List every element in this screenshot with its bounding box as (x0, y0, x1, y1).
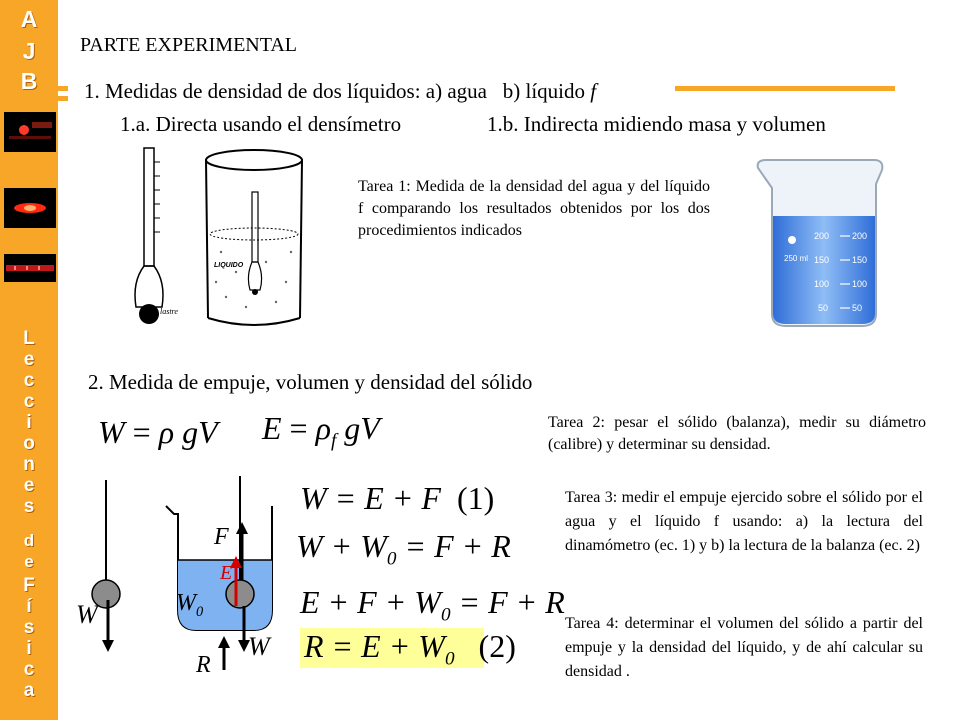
formula-buoyancy: $E = \rho_f$ gV (262, 410, 380, 452)
label-w-right: W (248, 632, 270, 661)
beaker-mark-150: 150 (852, 255, 868, 265)
label-w-left: W (76, 600, 98, 629)
label-f: F (214, 524, 229, 550)
tarea2-text: Tarea 2: pesar el sólido (balanza), medir su diámetro (calibre) y determinar su densidad. (548, 414, 926, 453)
beaker-mark-left-50: 50 (818, 303, 829, 313)
liquid-label: LIQUIDO (214, 262, 244, 269)
equation-2-highlighted: $R = E + W_0$ (2) (300, 628, 484, 668)
tarea1-text: Tarea 1: Medida de la densidad del agua y del líquido f comparando los resultados obtenidos por los dos procedimientos indicados (358, 178, 710, 239)
spectrum-image (4, 254, 56, 282)
laser-image-2 (4, 188, 56, 228)
beaker-image (752, 154, 892, 330)
equation-3: $E + F + W_0 = F + R$ (300, 584, 565, 626)
label-e: E (220, 562, 233, 584)
equation-1: W = E + F (1) (300, 480, 495, 516)
laser-image-1 (4, 112, 56, 152)
tarea3-text: Tarea 3: medir el empuje ejercido sobre el sólido por el agua y el líquido f usando: a) la lectura del dinamómetro (ec. 1) y b) la lectura de la balanza (ec. 2) (565, 489, 923, 554)
thumbnail-spectrum (4, 254, 56, 282)
stripe-left-top (58, 86, 68, 91)
thumbnail-laser-1 (4, 112, 56, 152)
formula-weight: W = ρ gV (98, 414, 218, 450)
beaker-capacity: 250 ml (784, 254, 809, 263)
label-w0: $W_0$ (176, 590, 204, 620)
beaker-mark-200: 200 (852, 231, 868, 241)
beaker-mark-left-100: 100 (814, 279, 830, 289)
section1-title: 1. Medidas de densidad de dos líquidos: a) agua b) líquido f (84, 79, 597, 103)
stripe-right (675, 86, 895, 91)
beaker-mark-100: 100 (852, 279, 868, 289)
page-heading: PARTE EXPERIMENTAL (80, 34, 298, 56)
sidebar (0, 0, 58, 720)
tarea4-text: Tarea 4: determinar el volumen del sólido a partir del empuje y la densidad del líquido, y de ahí calcular su densidad . (565, 615, 923, 680)
densimeter-drawing (126, 142, 318, 332)
beaker-mark-50: 50 (852, 303, 863, 313)
logo-letter-j: J (22, 38, 36, 64)
label-r: R (196, 652, 211, 678)
stripe-left-bottom (58, 96, 68, 101)
subtitle-direct: 1.a. Directa usando el densímetro (120, 112, 402, 136)
sidebar-word-lecciones: L e c c i o n e s (23, 328, 35, 517)
subtitle-indirect: 1.b. Indirecta midiendo masa y volumen (487, 112, 826, 136)
lastre-label: lastre (160, 307, 178, 316)
sidebar-word-de: d e (23, 531, 35, 571)
logo-letter-a: A (20, 6, 38, 32)
thumbnail-laser-2 (4, 188, 56, 228)
equation-2: $W + W_0 = F + R$ (296, 528, 511, 570)
logo-letter-b: B (20, 68, 38, 94)
section2-title: 2. Medida de empuje, volumen y densidad del sólido (88, 370, 533, 394)
beaker-mark-left-200: 200 (814, 231, 830, 241)
beaker-mark-left-150: 150 (814, 255, 830, 265)
sidebar-word-fisica: F í s i c a (23, 575, 35, 701)
